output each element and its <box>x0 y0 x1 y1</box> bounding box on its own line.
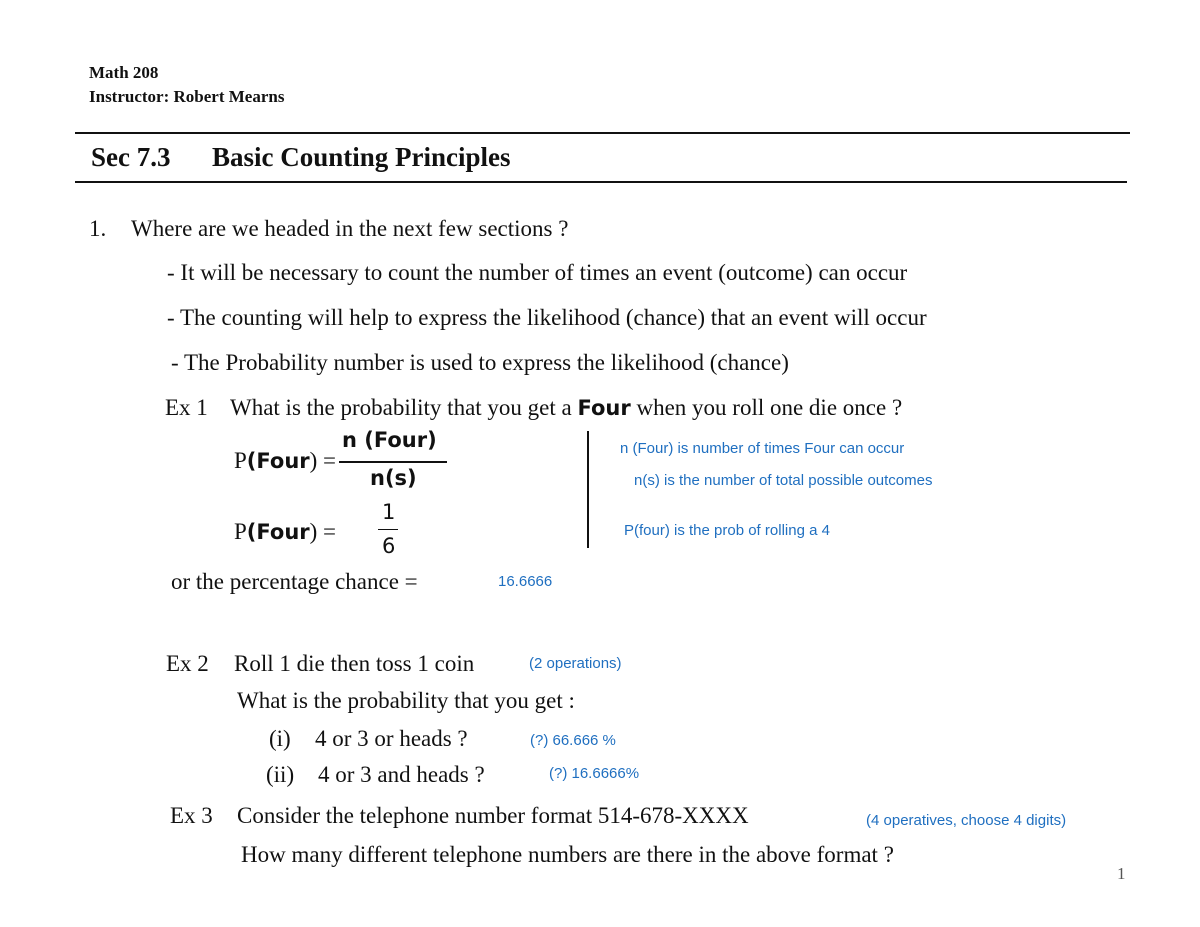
ex2-part2-note: (?) 16.6666% <box>549 765 640 782</box>
formula1-numerator: n (Four) <box>342 428 437 452</box>
formula1-lhs: P(Four) = <box>234 448 337 473</box>
ex2-part1-note: (?) 66.666 % <box>530 732 616 749</box>
formula2-numerator: 1 <box>382 500 396 524</box>
ex3-label: Ex 3 <box>170 803 213 828</box>
instructor-name: Instructor: Robert Mearns <box>89 87 285 106</box>
item1-bullet-2: - The counting will help to express the likelihood (chance) that an event will occur <box>167 305 927 330</box>
formula2-denominator: 6 <box>382 534 396 558</box>
note-p-four: P(four) is the prob of rolling a 4 <box>624 522 830 539</box>
section-title: Basic Counting Principles <box>212 142 511 172</box>
item1-question: Where are we headed in the next few sections ? <box>131 216 569 241</box>
ex2-text: Roll 1 die then toss 1 coin <box>234 651 475 676</box>
formula1-denominator: n(s) <box>370 466 417 490</box>
ex3-note: (4 operatives, choose 4 digits) <box>866 812 1067 829</box>
note-n-s: n(s) is the number of total possible outcomes <box>634 472 933 489</box>
ex3-question: How many different telephone numbers are there in the above format ? <box>241 842 894 867</box>
title-top-rule <box>75 132 1130 134</box>
item1-bullet-1: - It will be necessary to count the number of times an event (outcome) can occur <box>167 260 908 285</box>
ex2-note: (2 operations) <box>529 655 622 672</box>
ex2-question: What is the probability that you get : <box>237 688 575 713</box>
item1-number: 1. <box>89 216 107 241</box>
percentage-label: or the percentage chance = <box>171 569 418 594</box>
notes-divider <box>587 431 589 548</box>
formula2-fraction-bar <box>378 529 398 530</box>
formula2-lhs: P(Four) = <box>234 519 337 544</box>
note-n-four: n (Four) is number of times Four can occur <box>620 440 905 457</box>
ex1-question: What is the probability that you get a Four when you roll one die once ? <box>230 395 903 420</box>
ex1-label: Ex 1 <box>165 395 208 420</box>
ex2-part1-text: 4 or 3 or heads ? <box>315 726 468 751</box>
ex2-label: Ex 2 <box>166 651 209 676</box>
ex2-part2-num: (ii) <box>266 762 295 787</box>
section-number: Sec 7.3 <box>91 142 171 172</box>
ex3-text: Consider the telephone number format 514-678-XXXX <box>237 803 749 828</box>
title-bottom-rule <box>75 181 1127 183</box>
ex2-part2-text: 4 or 3 and heads ? <box>318 762 485 787</box>
course-name: Math 208 <box>89 63 159 82</box>
ex2-part1-num: (i) <box>269 726 291 751</box>
percentage-value: 16.6666 <box>498 573 553 590</box>
item1-bullet-3: - The Probability number is used to express the likelihood (chance) <box>171 350 789 375</box>
formula1-fraction-bar <box>339 461 447 463</box>
page-number: 1 <box>1117 864 1126 883</box>
